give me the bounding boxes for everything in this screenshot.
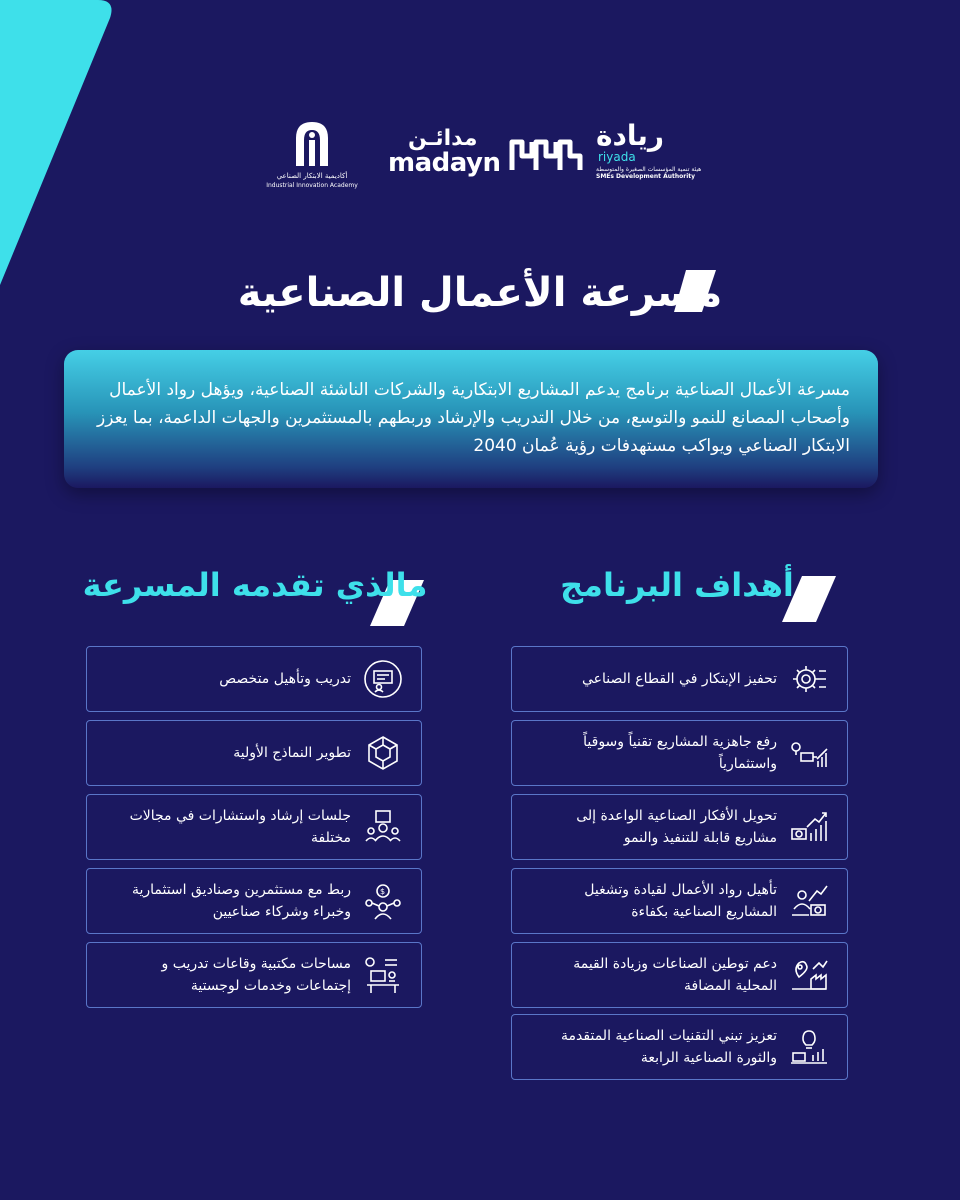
offer-item-label: جلسات إرشاد واستشارات في مجالات مختلفة — [129, 808, 351, 846]
intro-box — [64, 350, 878, 488]
offer-item-label: تطوير النماذج الأولية — [233, 745, 351, 761]
goal-item-label: رفع جاهزية المشاريع تقنياً وسوقياً واستثمارياً — [583, 734, 777, 772]
leadership-icon — [789, 881, 829, 921]
academy-logo — [262, 118, 362, 189]
madayn-emblem-icon — [508, 132, 584, 172]
investor-network-icon — [363, 881, 403, 921]
offer-card — [86, 720, 422, 786]
page-title: مسرعة الأعمال الصناعية — [237, 270, 723, 316]
goal-item-label: تحفيز الإبتكار في القطاع الصناعي — [581, 671, 777, 687]
prototype-icon — [363, 733, 403, 773]
training-icon — [363, 659, 403, 699]
goal-card — [511, 942, 848, 1008]
industry4-icon — [789, 1027, 829, 1067]
goal-card — [511, 868, 848, 934]
madayn-name-ar: مدائـن — [408, 126, 478, 151]
madayn-logo — [388, 128, 584, 176]
academy-emblem-icon — [292, 118, 332, 168]
offer-card — [86, 868, 422, 934]
offer-section-title: مالذي تقدمه المسرعة — [82, 566, 428, 604]
goal-card — [511, 794, 848, 860]
svg-text:$: $ — [380, 887, 386, 896]
goal-item-label: تأهيل رواد الأعمال لقيادة وتشغيل المشاريع الصناعية بكفاءة — [584, 882, 777, 920]
riyada-logo — [596, 119, 702, 180]
innovation-gear-icon — [789, 659, 829, 699]
offer-item-label: ربط مع مستثمرين وصناديق استثمارية وخبراء وشركاء صناعيين — [131, 882, 351, 920]
riyada-subtitle-en: SMEs Development Authority — [596, 173, 696, 180]
offer-item-label: مساحات مكتبية وقاعات تدريب و إجتماعات وخدمات لوجستية — [161, 956, 351, 994]
goal-card — [511, 1014, 848, 1080]
intro-text: مسرعة الأعمال الصناعية برنامج يدعم المشاريع الابتكارية والشركات الناشئة الصناعية، ويؤهل رواد الأعمال وأصحاب المصانع للنمو والتوسع، من خلال التدريب والإرشاد وربطهم بالمستثمرين والجهات الداعمة، بما يعزز الابتكار الصناعي ويواكب مستهدفات رؤية عُمان 2040 — [97, 380, 850, 456]
goal-card — [511, 646, 848, 712]
goals-section-title: أهداف البرنامج — [560, 566, 794, 604]
logos-row — [0, 118, 960, 208]
academy-name-en: Industrial Innovation Academy — [266, 182, 358, 189]
goal-item-label: دعم توطين الصناعات وزيادة القيمة المحلية المضافة — [573, 956, 777, 994]
goal-item-label: تحويل الأفكار الصناعية الواعدة إلى مشاريع قابلة للتنفيذ والنمو — [576, 808, 777, 846]
offer-item-label: تدريب وتأهيل متخصص — [219, 671, 351, 687]
goal-item-label: تعزيز تبني التقنيات الصناعية المتقدمة والثورة الصناعية الرابعة — [561, 1028, 777, 1066]
growth-chart-icon — [789, 807, 829, 847]
offer-card — [86, 794, 422, 860]
office-space-icon — [363, 955, 403, 995]
riyada-name-ar: ريادة — [596, 119, 665, 152]
goal-card — [511, 720, 848, 786]
offer-card — [86, 942, 422, 1008]
localization-icon — [789, 955, 829, 995]
mentoring-icon — [363, 807, 403, 847]
academy-name-ar: أكاديمية الابتكار الصناعي — [276, 172, 348, 180]
readiness-chart-icon — [789, 733, 829, 773]
riyada-subtitle-ar: هيئة تنمية المؤسسات الصغيرة والمتوسطة — [596, 166, 702, 173]
riyada-name-en: riyada — [598, 150, 636, 164]
madayn-name-en: madayn — [388, 148, 501, 178]
offer-card — [86, 646, 422, 712]
